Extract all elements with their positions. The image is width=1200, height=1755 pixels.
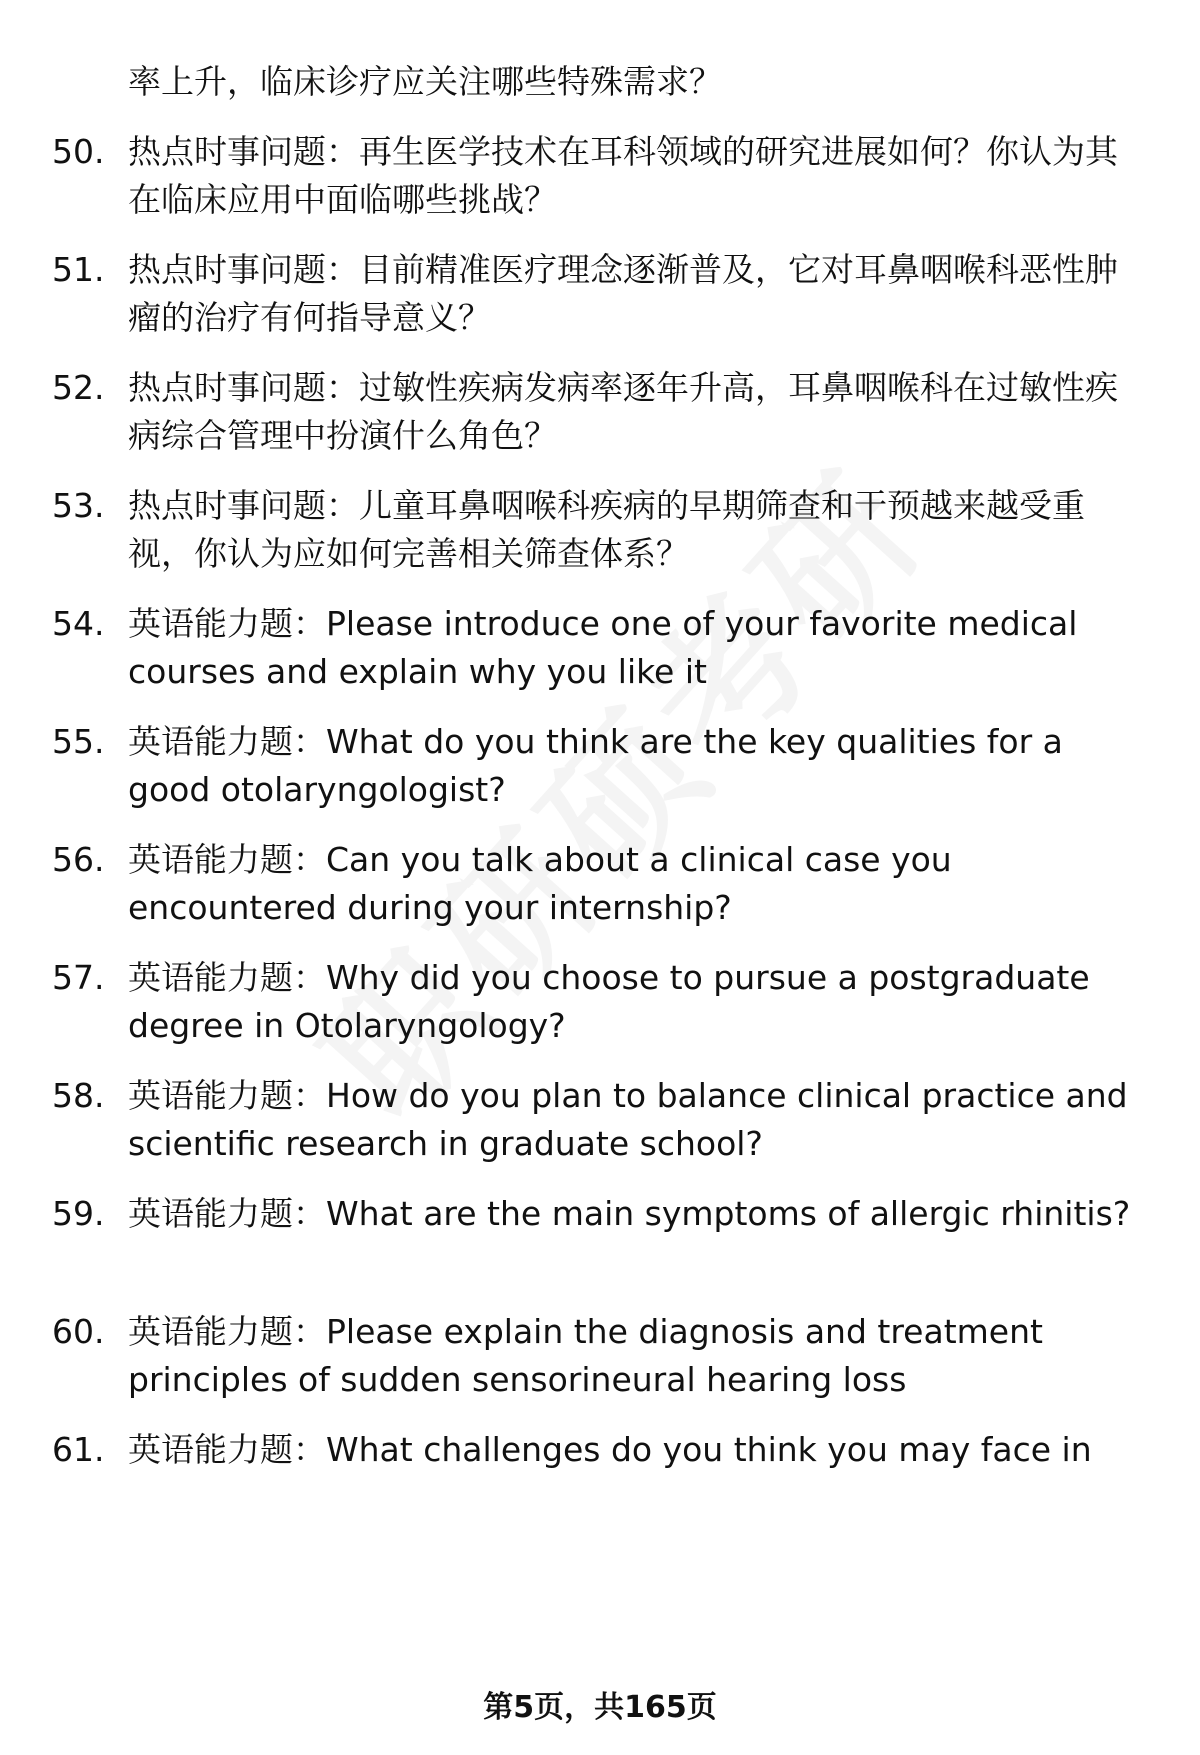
item-number: 57. (52, 958, 105, 997)
item-number: 59. (52, 1194, 105, 1233)
item-text: 英语能力题：What are the main symptoms of allergic rhinitis? (128, 1194, 1131, 1233)
item-text: 英语能力题：Please explain the diagnosis and treatment principles of sudden sensorineural hearing loss (128, 1312, 1043, 1399)
item-text: 英语能力题：What do you think are the key qualities for a good otolaryngologist? (128, 722, 1063, 809)
item-text: 英语能力题：Why did you choose to pursue a postgraduate degree in Otolaryngology? (128, 958, 1090, 1045)
item-text: 热点时事问题：目前精准医疗理念逐渐普及，它对耳鼻咽喉科恶性肿瘤的治疗有何指导意义？ (128, 250, 1118, 337)
item-number: 50. (52, 132, 105, 171)
page-footer: 第5页，共165页 (483, 1690, 717, 1725)
item-text: 英语能力题：How do you plan to balance clinical practice and scientific research in graduate school? (128, 1076, 1128, 1163)
item-number: 52. (52, 368, 105, 407)
item-number: 58. (52, 1076, 105, 1115)
item-text: 热点时事问题：再生医学技术在耳科领域的研究进展如何？你认为其在临床应用中面临哪些挑战？ (128, 132, 1118, 219)
item-number: 54. (52, 604, 105, 643)
item-number: 61. (52, 1430, 105, 1469)
item-number: 55. (52, 722, 105, 761)
item-number: 60. (52, 1312, 105, 1351)
item-text: 英语能力题：What challenges do you think you may face in (128, 1430, 1092, 1469)
item-text: 英语能力题：Please introduce one of your favorite medical courses and explain why you like it (128, 604, 1078, 691)
item-number: 51. (52, 250, 105, 289)
item-text: 英语能力题：Can you talk about a clinical case you encountered during your internship? (128, 840, 952, 927)
continuation-text: 率上升，临床诊疗应关注哪些特殊需求？ (128, 62, 722, 101)
item-text: 热点时事问题：儿童耳鼻咽喉科疾病的早期筛查和干预越来越受重视，你认为应如何完善相关筛查体系？ (128, 486, 1085, 573)
item-number: 53. (52, 486, 105, 525)
item-text: 热点时事问题：过敏性疾病发病率逐年升高，耳鼻咽喉科在过敏性疾病综合管理中扮演什么角色？ (128, 368, 1118, 455)
item-number: 56. (52, 840, 105, 879)
